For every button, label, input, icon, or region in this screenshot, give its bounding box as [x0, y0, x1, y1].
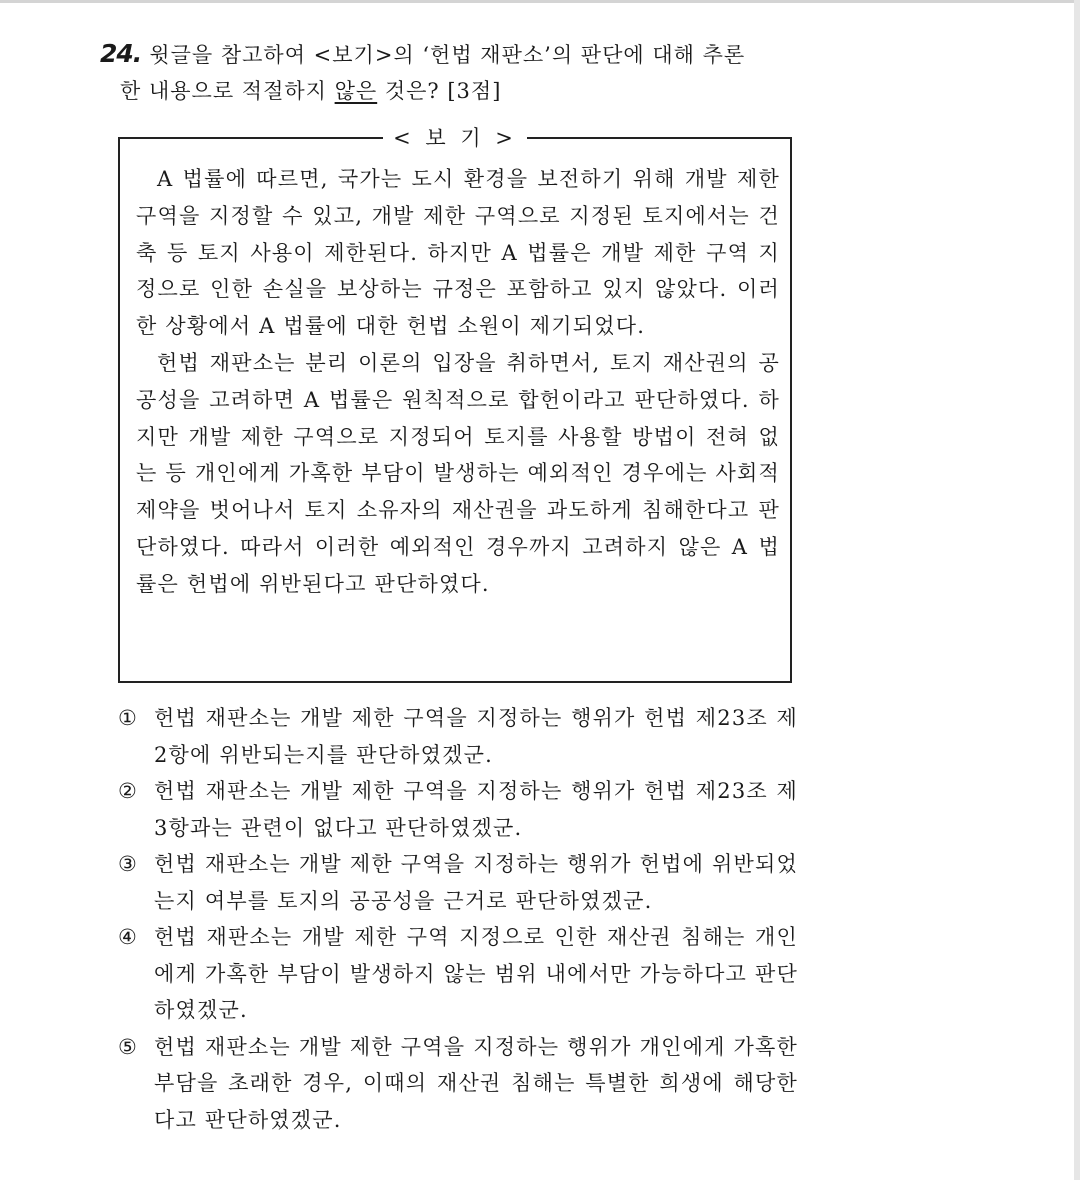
question-text-1: 윗글을 참고하여 <보기>의 ‘헌법 재판소’의 판단에 대해 추론 — [149, 43, 746, 67]
question-stem — [100, 36, 800, 109]
bogi-paragraph-1: A 법률에 따르면, 국가는 도시 환경을 보전하기 위해 개발 제한 구역을 지정할 수 있고, 개발 제한 구역으로 지정된 토지에서는 건축 등 토지 사용이 제한된다. 하지만 A 법률은 개발 제한 구역 지정으로 인한 손실을 보상하는 규정은 포함하고 있지 않았다. 이러한 상황에서 A 법률에 대한 헌법 소원이 제기되었다. — [136, 167, 780, 339]
bogi-box — [118, 126, 792, 683]
choice-1[interactable] — [118, 700, 798, 773]
choice-3[interactable] — [118, 846, 798, 919]
answer-choices — [118, 700, 798, 1138]
choice-1-marker: ① — [118, 706, 139, 730]
bogi-title — [120, 120, 790, 156]
question-number: 24. — [100, 39, 142, 68]
bogi-paragraph-2: 헌법 재판소는 분리 이론의 입장을 취하면서, 토지 재산권의 공공성을 고려하면 A 법률은 원칙적으로 합헌이라고 판단하였다. 하지만 개발 제한 구역으로 지정되어 토지를 사용할 방법이 전혀 없는 등 개인에게 가혹한 부담이 발생하는 예외적인 경우에는 사회적 제약을 벗어나서 토지 소유자의 재산권을 과도하게 침해한다고 판단하였다. 따라서 이러한 예외적인 경우까지 고려하지 않은 A 법률은 헌법에 위반된다고 판단하였다. — [136, 350, 780, 596]
question-text-2: 한 내용으로 적절하지 — [120, 79, 335, 103]
choice-1-text: 헌법 재판소는 개발 제한 구역을 지정하는 행위가 헌법 제23조 제2항에 위반되는지를 판단하였겠군. — [154, 706, 798, 767]
choice-5-text: 헌법 재판소는 개발 제한 구역을 지정하는 행위가 개인에게 가혹한 부담을 초래한 경우, 이때의 재산권 침해는 특별한 희생에 해당한다고 판단하였겠군. — [154, 1034, 798, 1132]
choice-4[interactable] — [118, 919, 798, 1029]
choice-5[interactable] — [118, 1029, 798, 1139]
top-border — [0, 0, 1080, 3]
question-line-1 — [100, 36, 800, 73]
question-line-2 — [100, 73, 800, 109]
right-border — [1074, 0, 1080, 1180]
choice-4-marker: ④ — [118, 925, 139, 949]
choice-2[interactable] — [118, 773, 798, 846]
choice-2-text: 헌법 재판소는 개발 제한 구역을 지정하는 행위가 헌법 제23조 제3항과는 관련이 없다고 판단하였겠군. — [154, 779, 798, 840]
bogi-title-text: < 보 기 > — [383, 126, 527, 150]
choice-3-text: 헌법 재판소는 개발 제한 구역을 지정하는 행위가 헌법에 위반되었는지 여부를 토지의 공공성을 근거로 판단하였겠군. — [154, 852, 798, 913]
choice-5-marker: ⑤ — [118, 1034, 139, 1059]
question-emphasis: 않은 — [334, 79, 378, 103]
question-text-3: 것은? [3점] — [377, 79, 502, 103]
choice-2-marker: ② — [118, 779, 139, 803]
choice-4-text: 헌법 재판소는 개발 제한 구역 지정으로 인한 재산권 침해는 개인에게 가혹한 부담이 발생하지 않는 범위 내에서만 가능하다고 판단하였겠군. — [154, 925, 798, 1022]
bogi-body — [136, 161, 780, 603]
choice-3-marker: ③ — [118, 852, 139, 876]
